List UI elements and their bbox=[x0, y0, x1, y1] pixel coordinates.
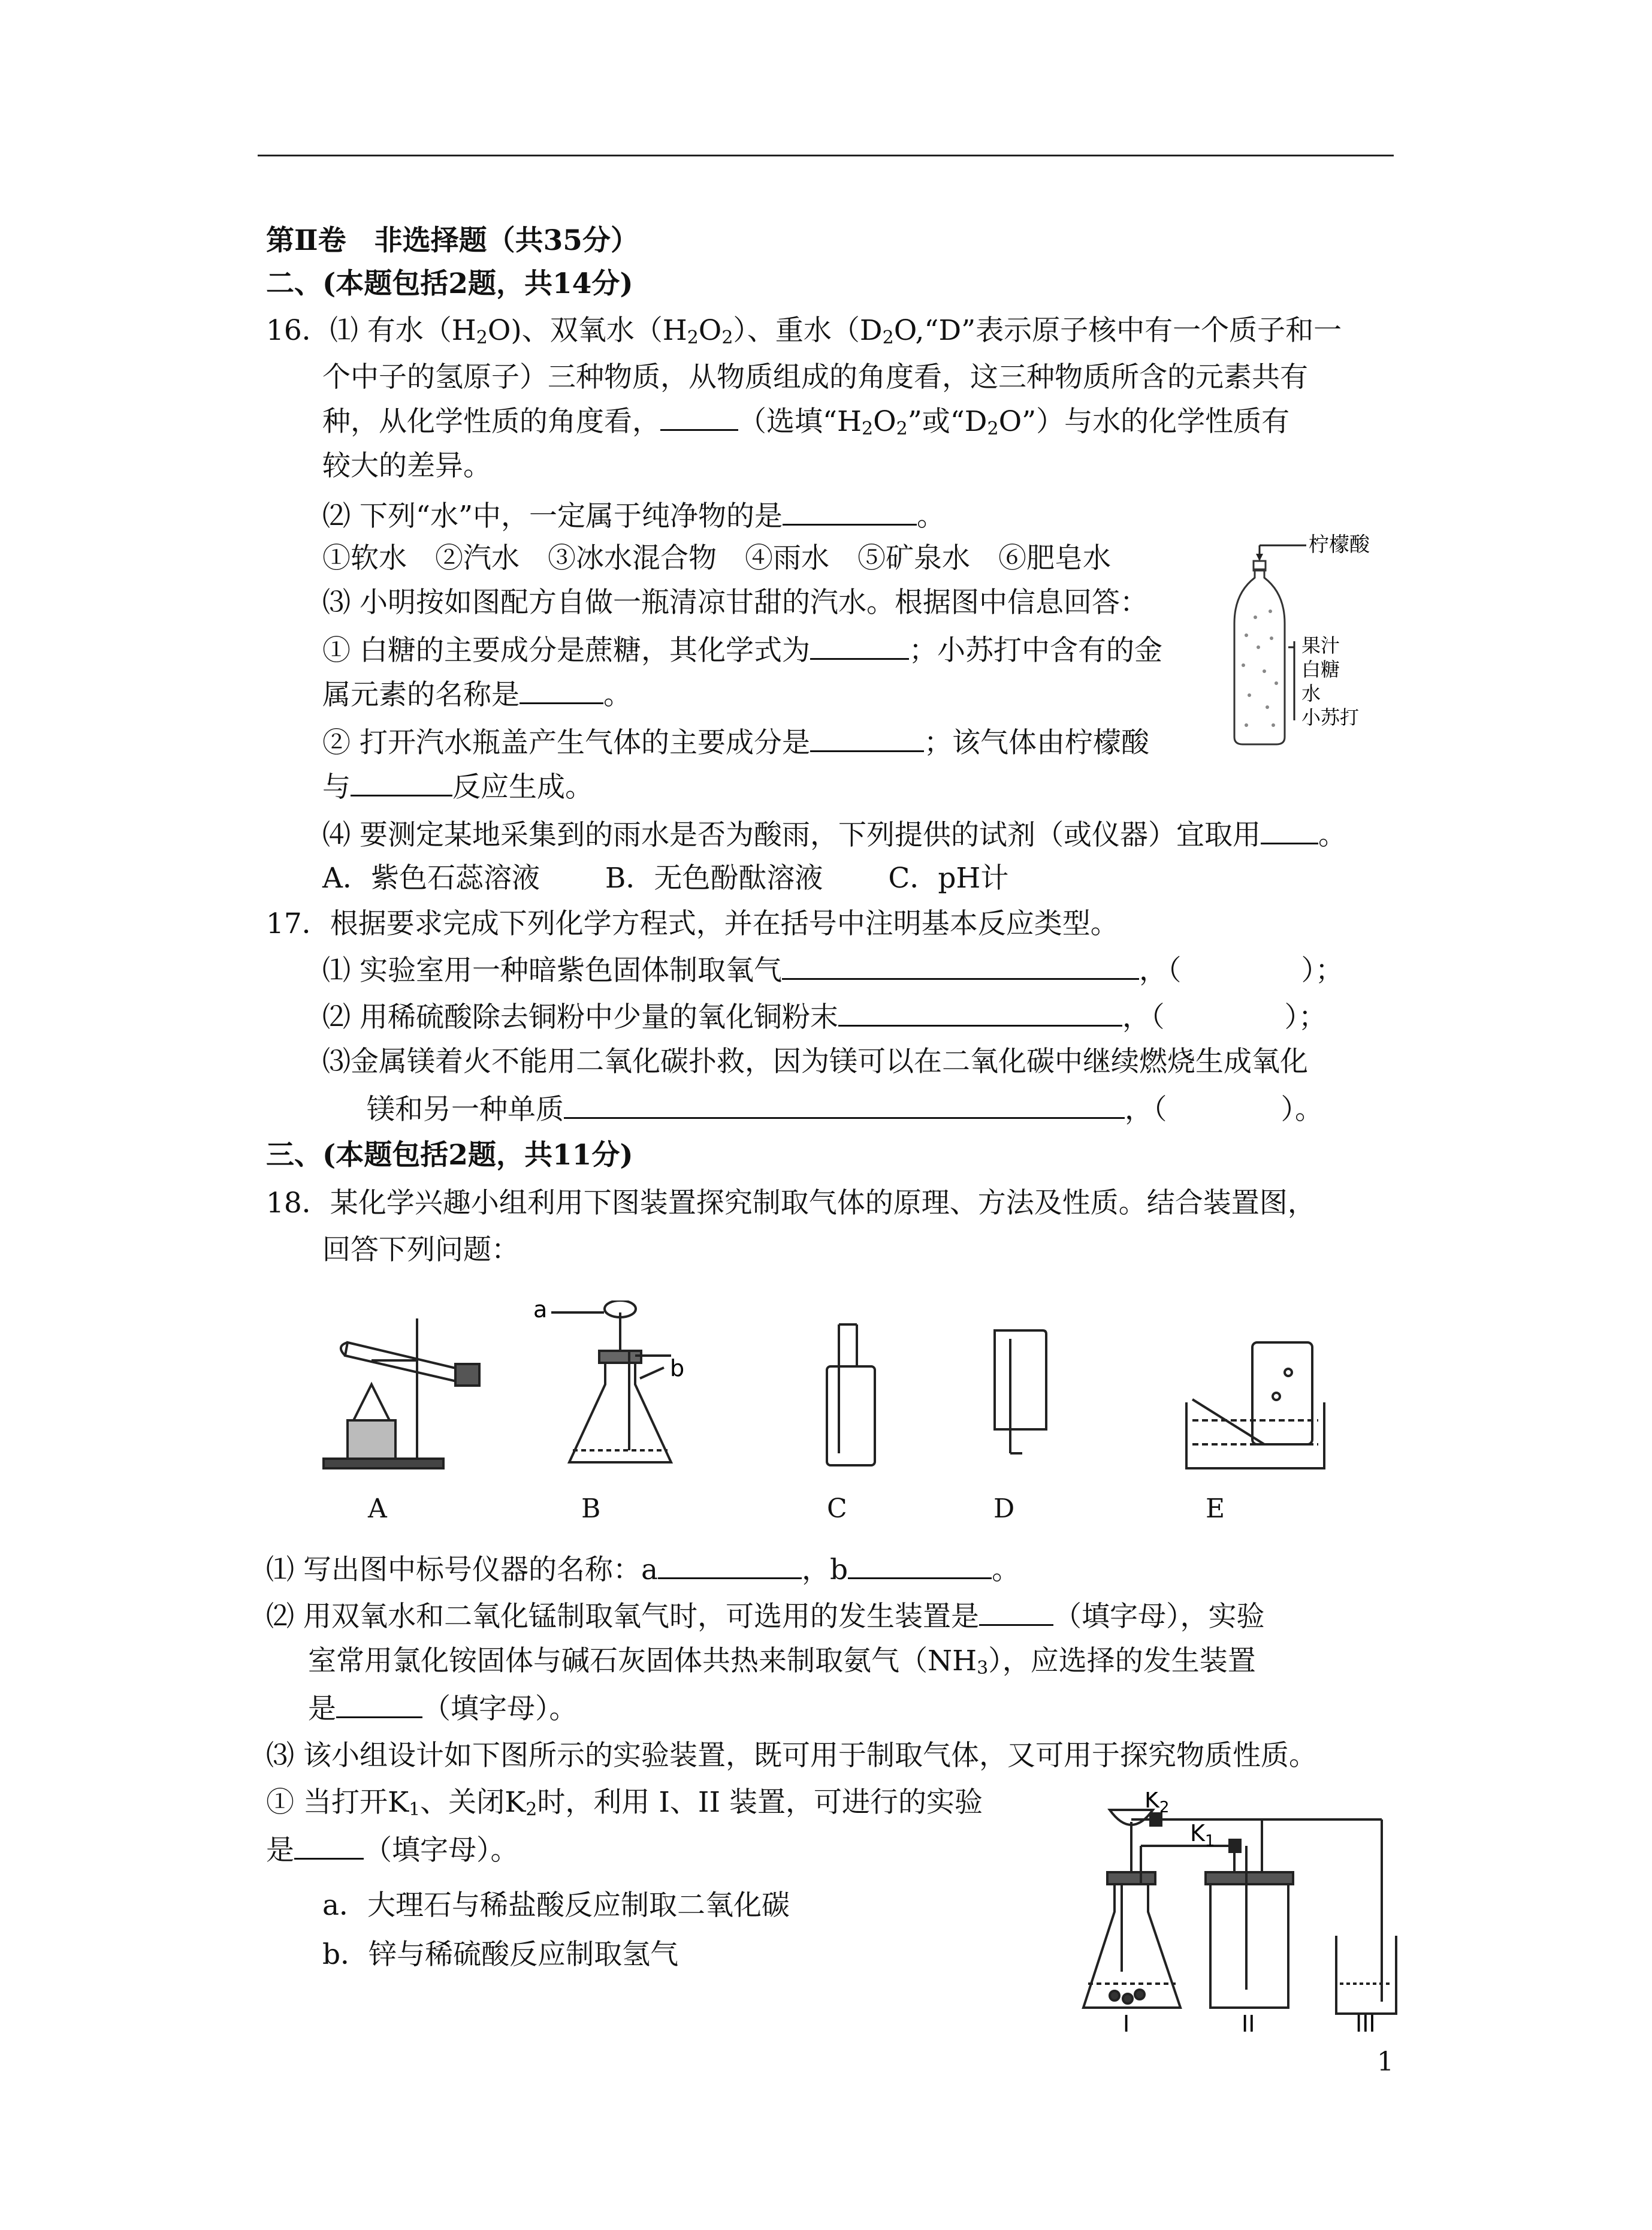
q18-s3: ⑶ 该小组设计如下图所示的实验装置，既可用于制取气体，又可用于探究物质性质。 bbox=[266, 1739, 1317, 1772]
bottle-label-soda: 小苏打 bbox=[1301, 706, 1360, 729]
bottle-label-citric: 柠檬酸 bbox=[1309, 533, 1370, 557]
answer-blank[interactable] bbox=[294, 1831, 364, 1860]
q16-line2: 个中子的氢原子）三种物质，从物质组成的角度看，这三种物质所含的元素共有 bbox=[322, 361, 1308, 394]
apparatus-c bbox=[827, 1324, 875, 1465]
q17-s1: ⑴ 实验室用一种暗紫色固体制取氧气 ，（ ）； bbox=[322, 952, 1343, 989]
q16-line4: 较大的差异。 bbox=[322, 449, 491, 482]
header-rule bbox=[258, 155, 1394, 156]
answer-blank[interactable] bbox=[660, 403, 738, 431]
fig-label-c: C bbox=[827, 1493, 847, 1524]
fig-label-d: D bbox=[993, 1493, 1015, 1524]
fig-label-a: A bbox=[368, 1493, 387, 1524]
q18-s2: ⑵ 用双氧水和二氧化锰制取氧气时，可选用的发生装置是 （填字母），实验 bbox=[266, 1598, 1264, 1635]
q16-part3-2b: 与 反应生成。 bbox=[322, 768, 593, 805]
q18-s2-line3: 是 （填字母）。 bbox=[308, 1690, 578, 1727]
q16-part3-2: ② 打开汽水瓶盖产生气体的主要成分是 ；该气体由柠檬酸 bbox=[322, 724, 1149, 761]
fig-label-b: B bbox=[581, 1493, 601, 1524]
part2-heading: 二、(本题包括2题，共14分) bbox=[266, 267, 633, 300]
q18-s3-1: ① 当打开$K_1$、关闭$K_2$时，利用 I、II 装置，可进行的实验 bbox=[266, 1786, 983, 1820]
page-number: 1 bbox=[1377, 2047, 1394, 2077]
part3-heading: 三、(本题包括2题，共11分) bbox=[266, 1139, 633, 1172]
answer-blank[interactable] bbox=[782, 952, 1139, 980]
apparatus-e bbox=[1186, 1342, 1324, 1468]
bottle-label-juice: 果汁 bbox=[1301, 634, 1340, 657]
app-label-3: III bbox=[1355, 2011, 1376, 2032]
apparatus-123-figure bbox=[1073, 1792, 1408, 2032]
q17-s2: ⑵ 用稀硫酸除去铜粉中少量的氧化铜粉末 ，（ ）； bbox=[322, 998, 1327, 1036]
q16-part2: ⑵ 下列“水”中，一定属于纯净物的是 。 bbox=[322, 497, 945, 535]
apparatus-d bbox=[995, 1330, 1046, 1453]
q18-option-b: b．锌与稀硫酸反应制取氢气 bbox=[322, 1938, 679, 1971]
bottle-label-sugar: 白糖 bbox=[1301, 658, 1340, 681]
q17-stem: 17．根据要求完成下列化学方程式，并在括号中注明基本反应类型。 bbox=[266, 907, 1119, 940]
q18-s1: ⑴ 写出图中标号仪器的名称：a ，b 。 bbox=[266, 1551, 1020, 1588]
section-heading: 第Ⅱ卷 非选择题（共35分） bbox=[266, 224, 639, 257]
apparatus-figure bbox=[312, 1300, 1342, 1480]
q17-s3a: ⑶金属镁着火不能用二氧化碳扑救，因为镁可以在二氧化碳中继续燃烧生成氧化 bbox=[322, 1045, 1308, 1078]
answer-blank[interactable] bbox=[783, 497, 917, 526]
q16-line1: 16．⑴ 有水$(H_2O)$、双氧水$(H_2O_2)$、重水（$D_2O,“D$”表示原子核中有一个质子和一 bbox=[266, 314, 1342, 348]
q18-stem2: 回答下列问题： bbox=[322, 1233, 520, 1266]
fig-label-e: E bbox=[1206, 1493, 1225, 1524]
mark-a-label: a bbox=[533, 1300, 548, 1323]
q17-s3b: 镁和另一种单质 ，（ ）。 bbox=[367, 1091, 1323, 1128]
answer-blank[interactable] bbox=[658, 1551, 802, 1579]
q16-part3: ⑶ 小明按如图配方自做一瓶清凉甘甜的汽水。根据图中信息回答： bbox=[322, 586, 1148, 619]
mark-b-label: b bbox=[670, 1355, 685, 1381]
answer-blank[interactable] bbox=[838, 998, 1122, 1027]
apparatus-a bbox=[324, 1318, 479, 1468]
answer-blank[interactable] bbox=[351, 768, 452, 796]
app-label-1: I bbox=[1123, 2011, 1130, 2032]
q18-option-a: a．大理石与稀盐酸反应制取二氧化碳 bbox=[322, 1889, 790, 1922]
q16-options: ①软水 ②汽水 ③冰水混合物 ④雨水 ⑤矿泉水 ⑥肥皂水 bbox=[322, 542, 1111, 575]
answer-blank[interactable] bbox=[979, 1598, 1053, 1626]
q18-s3-1b: 是 （填字母）。 bbox=[266, 1831, 519, 1869]
q16-choices: A．紫色石蕊溶液 B．无色酚酞溶液 C．pH计 bbox=[322, 862, 1009, 895]
q18-s2-line2: 室常用氯化铵固体与碱石灰固体共热来制取氨气$(NH_3)$，应选择的发生装置 bbox=[308, 1644, 1256, 1679]
apparatus-b bbox=[551, 1300, 671, 1462]
answer-blank[interactable] bbox=[848, 1551, 992, 1579]
soda-bottle-figure bbox=[1222, 527, 1420, 755]
answer-blank[interactable] bbox=[1261, 816, 1318, 844]
answer-blank[interactable] bbox=[520, 676, 603, 704]
answer-blank[interactable] bbox=[810, 632, 909, 660]
bottle-label-water: 水 bbox=[1301, 682, 1321, 705]
k2-label: $K_2$ bbox=[1144, 1792, 1170, 1816]
answer-blank[interactable] bbox=[810, 724, 924, 752]
answer-blank[interactable] bbox=[336, 1690, 422, 1718]
q16-part4: ⑷ 要测定某地采集到的雨水是否为酸雨，下列提供的试剂（或仪器）宜取用 。 bbox=[322, 816, 1346, 853]
app-label-2: II bbox=[1242, 2011, 1255, 2032]
q16-part3-1b: 属元素的名称是 。 bbox=[322, 676, 632, 713]
q16-line3: 种，从化学性质的角度看， （选填“$H_2O_2$”或“$D_2O$”）与水的化学性质有 bbox=[322, 403, 1289, 440]
q18-stem1: 18．某化学兴趣小组利用下图装置探究制取气体的原理、方法及性质。结合装置图， bbox=[266, 1187, 1316, 1220]
answer-blank[interactable] bbox=[564, 1091, 1125, 1119]
q16-part3-1: ① 白糖的主要成分是蔗糖，其化学式为 ；小苏打中含有的金 bbox=[322, 632, 1162, 669]
k1-label: $K_1$ bbox=[1190, 1820, 1215, 1850]
